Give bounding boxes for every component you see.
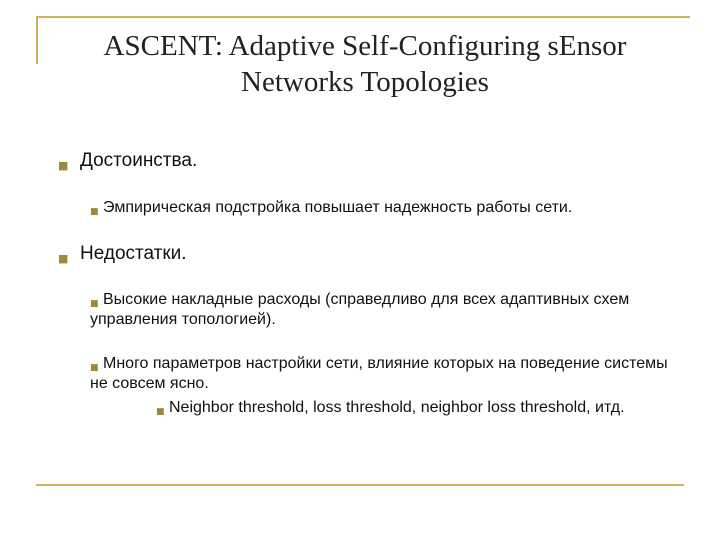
title-line-1: ASCENT: Adaptive Self-Configuring sEnsor <box>103 30 627 62</box>
slide-title <box>40 28 690 100</box>
sub-bullet-disadvantage-1 <box>90 290 670 330</box>
sub-bullet-disadvantage-2 <box>90 354 680 394</box>
square-bullet-icon: ■ <box>156 407 165 417</box>
left-rule <box>36 16 38 64</box>
sub-bullet-advantage-1 <box>90 198 680 218</box>
square-bullet-icon: ■ <box>58 159 69 172</box>
sub-bullet-advantage-1-text: Эмпирическая подстройка повышает надежность работы сети. <box>103 199 573 216</box>
sub-bullet-disadvantage-1-text: Высокие накладные расходы (справедливо для всех адаптивных схем управления топологией). <box>90 291 630 328</box>
square-bullet-icon: ■ <box>90 207 99 217</box>
square-bullet-icon: ■ <box>58 252 69 265</box>
bullet-disadvantages-label: Недостатки. <box>80 243 187 264</box>
sub-sub-bullet-thresholds-text: Neighbor threshold, loss threshold, neighbor loss threshold, итд. <box>169 399 625 416</box>
sub-bullet-disadvantage-2-text: Много параметров настройки сети, влияние которых на поведение системы не совсем ясно. <box>90 355 668 392</box>
bottom-rule <box>36 484 684 486</box>
bullet-advantages-label: Достоинства. <box>80 150 198 171</box>
title-line-2: Networks Topologies <box>241 66 489 98</box>
square-bullet-icon: ■ <box>90 363 99 373</box>
square-bullet-icon: ■ <box>90 299 99 309</box>
top-rule <box>36 16 690 18</box>
